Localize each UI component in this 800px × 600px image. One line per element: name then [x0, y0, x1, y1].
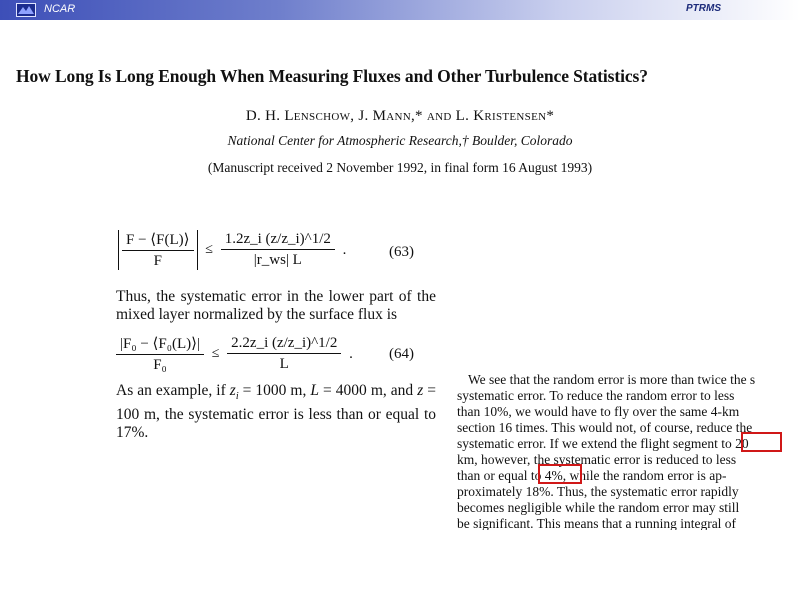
eq63-number: (63)	[389, 244, 414, 260]
paper-affiliation: National Center for Atmospheric Research,† Boulder, Colorado	[227, 133, 573, 148]
excerpt-line: than 10%, we would have to fly over the same 4-km	[457, 404, 740, 419]
highlight-box-to-4-percent	[538, 464, 582, 484]
eq64-rhs-numerator: 2.2z_i (z/z_i)^1/2	[227, 335, 341, 354]
manuscript-dates: (Manuscript received 2 November 1992, in final form 16 August 1993)	[207, 160, 593, 175]
excerpt-line: km, however, the systematic error is reduced to less	[457, 452, 737, 467]
equation-63: $\frac{F - ⟨F(L)⟩}{F}$ ≤ $\frac{1.2z\_i (z/z\_i)\^{}1/2}{|r\_ws| L}$ .	[118, 230, 346, 270]
paragraph-example: As an example, if $z_i = 1000$ m, L = 4000 m, and z = 100 m, the systematic error is less than or equal to 17%.	[116, 382, 436, 442]
highlight-box-to-20	[741, 432, 782, 452]
excerpt-line: We see that the random error is more than twice the s	[468, 372, 756, 387]
slide-section-label: PTRMS	[686, 3, 721, 14]
eq64-number: (64)	[389, 346, 414, 362]
eq63-lhs-numerator: F − ⟨F(L)⟩	[122, 230, 194, 251]
ncar-logo-icon	[16, 3, 36, 17]
excerpt-random-error	[450, 370, 782, 530]
eq64-rhs-denominator: L	[279, 356, 289, 372]
paper-authors: D. H. Lenschow, J. Mann,* and L. Kristensen*	[245, 108, 555, 124]
excerpt-line: than or equal to 4%, while the random error is ap-	[457, 468, 727, 483]
eq64-lhs-numerator: |F₀ − ⟨F₀(L)⟩|	[116, 334, 204, 355]
excerpt-line: becomes negligible while the random error may still	[457, 500, 740, 515]
eq63-rhs-denominator: |r_ws| L	[253, 252, 302, 268]
excerpt-line: section 16 times. This would not, of course, reduce the	[457, 420, 753, 435]
eq63-rhs-numerator: 1.2z_i (z/z_i)^1/2	[221, 231, 335, 250]
org-label: NCAR	[44, 3, 76, 15]
eq63-lhs-denominator: F	[153, 253, 162, 269]
excerpt-line: proximately 18%. Thus, the systematic error rapidly	[457, 484, 739, 499]
paper-title: How Long Is Long Enough When Measuring Fluxes and Other Turbulence Statistics?	[16, 66, 648, 86]
eq64-lhs-denominator: F₀	[153, 357, 167, 373]
excerpt-line: be significant. This means that a running integral of	[457, 516, 737, 530]
paragraph-systematic-error: Thus, the systematic error in the lower part of the mixed layer normalized by the surface flux is	[116, 288, 436, 323]
abs-value-bars	[118, 230, 198, 270]
leq-symbol: ≤	[211, 346, 220, 361]
equation-64: $\frac{\text{|F₀ − ⟨F₀(L)⟩|}}{\text{F₀}}$ ≤ $\frac{2.2z\_i (z/z\_i)\^{}1/2}{L}$ .	[116, 334, 353, 374]
header-bar	[0, 0, 800, 20]
leq-symbol: ≤	[205, 242, 213, 257]
excerpt-line: systematic error. If we extend the flight segment to 20	[457, 436, 749, 451]
excerpt-line: systematic error. To reduce the random error to less	[457, 388, 735, 403]
